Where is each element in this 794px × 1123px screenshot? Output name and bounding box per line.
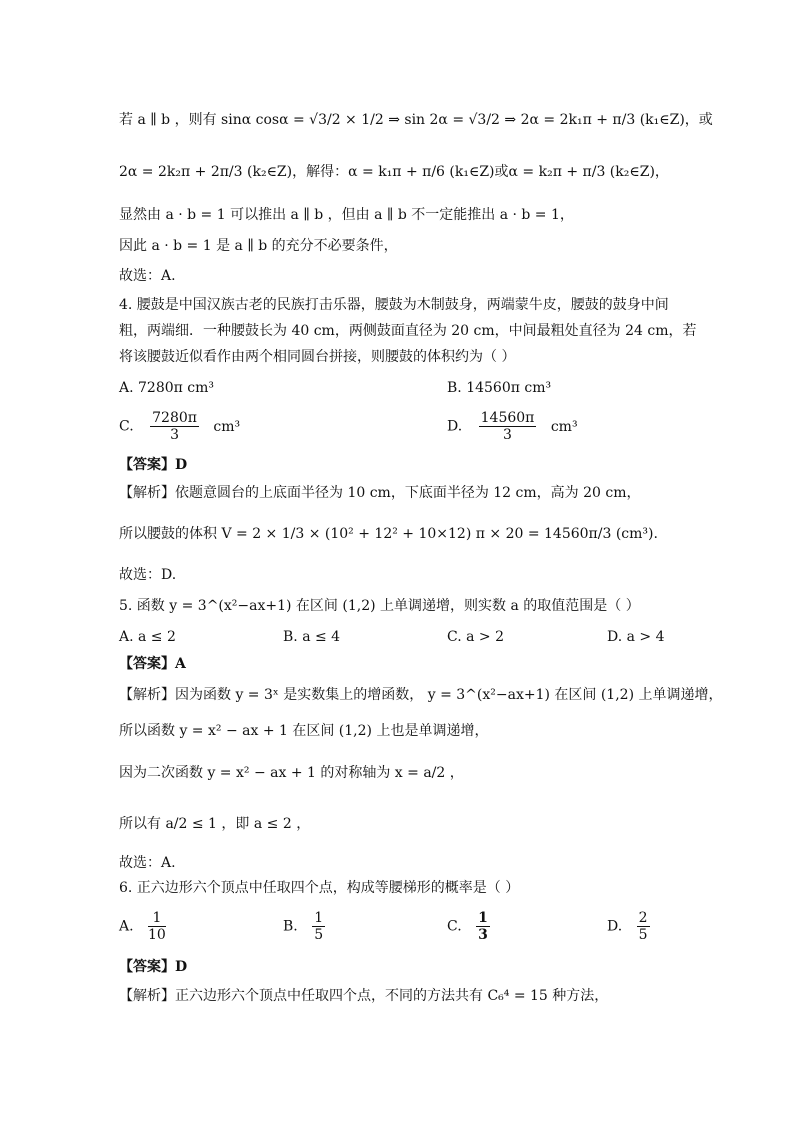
unit: cm³: [213, 418, 241, 435]
fraction: [637, 910, 650, 943]
analysis-line: 所以函数 y = x² − ax + 1 在区间 (1,2) 上也是单调递增，: [119, 723, 489, 739]
option-d: [447, 410, 578, 443]
option-c: C. a > 2: [447, 629, 504, 645]
choice-line: 故选：A.: [119, 855, 176, 871]
option-label: A.: [119, 918, 134, 935]
option-b: B. a ≤ 4: [283, 629, 341, 645]
denominator: 3: [503, 427, 512, 443]
denominator: 3: [170, 427, 179, 443]
option-c: [119, 410, 240, 443]
denominator: 10: [148, 927, 166, 943]
analysis-line: 因为二次函数 y = x² − ax + 1 的对称轴为 x = a/2 ，: [119, 765, 464, 781]
option-label: D.: [607, 918, 623, 935]
numerator: 1: [478, 910, 488, 926]
option-a: [119, 910, 168, 943]
option-c: [447, 910, 492, 943]
denominator: 5: [314, 927, 324, 943]
analysis-line: 所以有 a/2 ≤ 1 ，即 a ≤ 2 ，: [119, 816, 311, 832]
analysis-line: 【解析】因为函数 y = 3ˣ 是实数集上的增函数， y = 3^(x²−ax+1) 在区间 (1,2) 上单调递增，: [119, 687, 723, 703]
option-label: C.: [447, 918, 462, 935]
choice-line: 故选：D.: [119, 567, 177, 583]
numerator: 2: [638, 910, 648, 926]
question-stem: 将该腰鼓近似看作由两个相同圆台拼接，则腰鼓的体积约为（ ）: [119, 349, 516, 365]
analysis-line: 所以腰鼓的体积 V = 2 × 1/3 × (10² + 12² + 10×12) π × 20 = 14560π/3 (cm³).: [119, 526, 658, 542]
answer-line: 【答案】D: [119, 457, 188, 473]
fraction: [476, 910, 490, 943]
numerator: 1: [148, 910, 166, 927]
fraction: [150, 410, 199, 443]
option-label: C.: [119, 418, 134, 435]
denominator: 5: [638, 927, 648, 943]
analysis-line: 【解析】正六边形六个顶点中任取四个点，不同的方法共有 C₆⁴ = 15 种方法，: [119, 988, 609, 1004]
numerator: 7280π: [152, 410, 197, 426]
question-stem: 4. 腰鼓是中国汉族古老的民族打击乐器，腰鼓为木制鼓身，两端蒙牛皮，腰鼓的鼓身中间: [119, 297, 669, 313]
solution-line: 显然由 a · b = 1 可以推出 a ∥ b ，但由 a ∥ b 不一定能推出 a · b = 1，: [119, 207, 574, 223]
option-d: D. a > 4: [607, 629, 665, 645]
unit: cm³: [550, 418, 578, 435]
question-stem: 5. 函数 y = 3^(x²−ax+1) 在区间 (1,2) 上单调递增，则实数 a 的取值范围是（ ）: [119, 598, 640, 614]
option-b: B. 14560π cm³: [447, 380, 552, 396]
numerator: 14560π: [480, 410, 535, 426]
solution-line: 若 a ∥ b ，则有 sinα cosα = √3/2 × 1/2 ⇒ sin 2α = √3/2 ⇒ 2α = 2k₁π + π/3 (k₁∈Z)，或: [119, 112, 713, 128]
solution-line: 2α = 2k₂π + 2π/3 (k₂∈Z)，解得：α = k₁π + π/6 (k₁∈Z)或α = k₂π + π/3 (k₂∈Z)，: [119, 164, 669, 180]
question-stem: 粗，两端细．一种腰鼓长为 40 cm，两侧鼓面直径为 20 cm，中间最粗处直径为 24 cm，若: [119, 323, 697, 339]
denominator: 3: [478, 927, 488, 943]
numerator: 1: [314, 910, 324, 926]
fraction: [312, 910, 325, 943]
answer-line: 【答案】D: [119, 959, 188, 975]
question-stem: 6. 正六边形六个顶点中任取四个点，构成等腰梯形的概率是（ ）: [119, 880, 520, 896]
choice-line: 故选：A.: [119, 268, 176, 284]
option-b: [283, 910, 327, 943]
analysis-line: 【解析】依题意圆台的上底面半径为 10 cm，下底面半径为 12 cm，高为 20 cm，: [119, 485, 641, 501]
option-label: D.: [447, 418, 463, 435]
option-a: A. 7280π cm³: [119, 380, 215, 396]
answer-line: 【答案】A: [119, 656, 186, 672]
option-d: [607, 910, 652, 943]
solution-line: 因此 a · b = 1 是 a ∥ b 的充分不必要条件，: [119, 238, 398, 254]
fraction: [148, 910, 166, 943]
option-label: B.: [283, 918, 298, 935]
fraction: [479, 410, 537, 443]
option-a: A. a ≤ 2: [119, 629, 176, 645]
